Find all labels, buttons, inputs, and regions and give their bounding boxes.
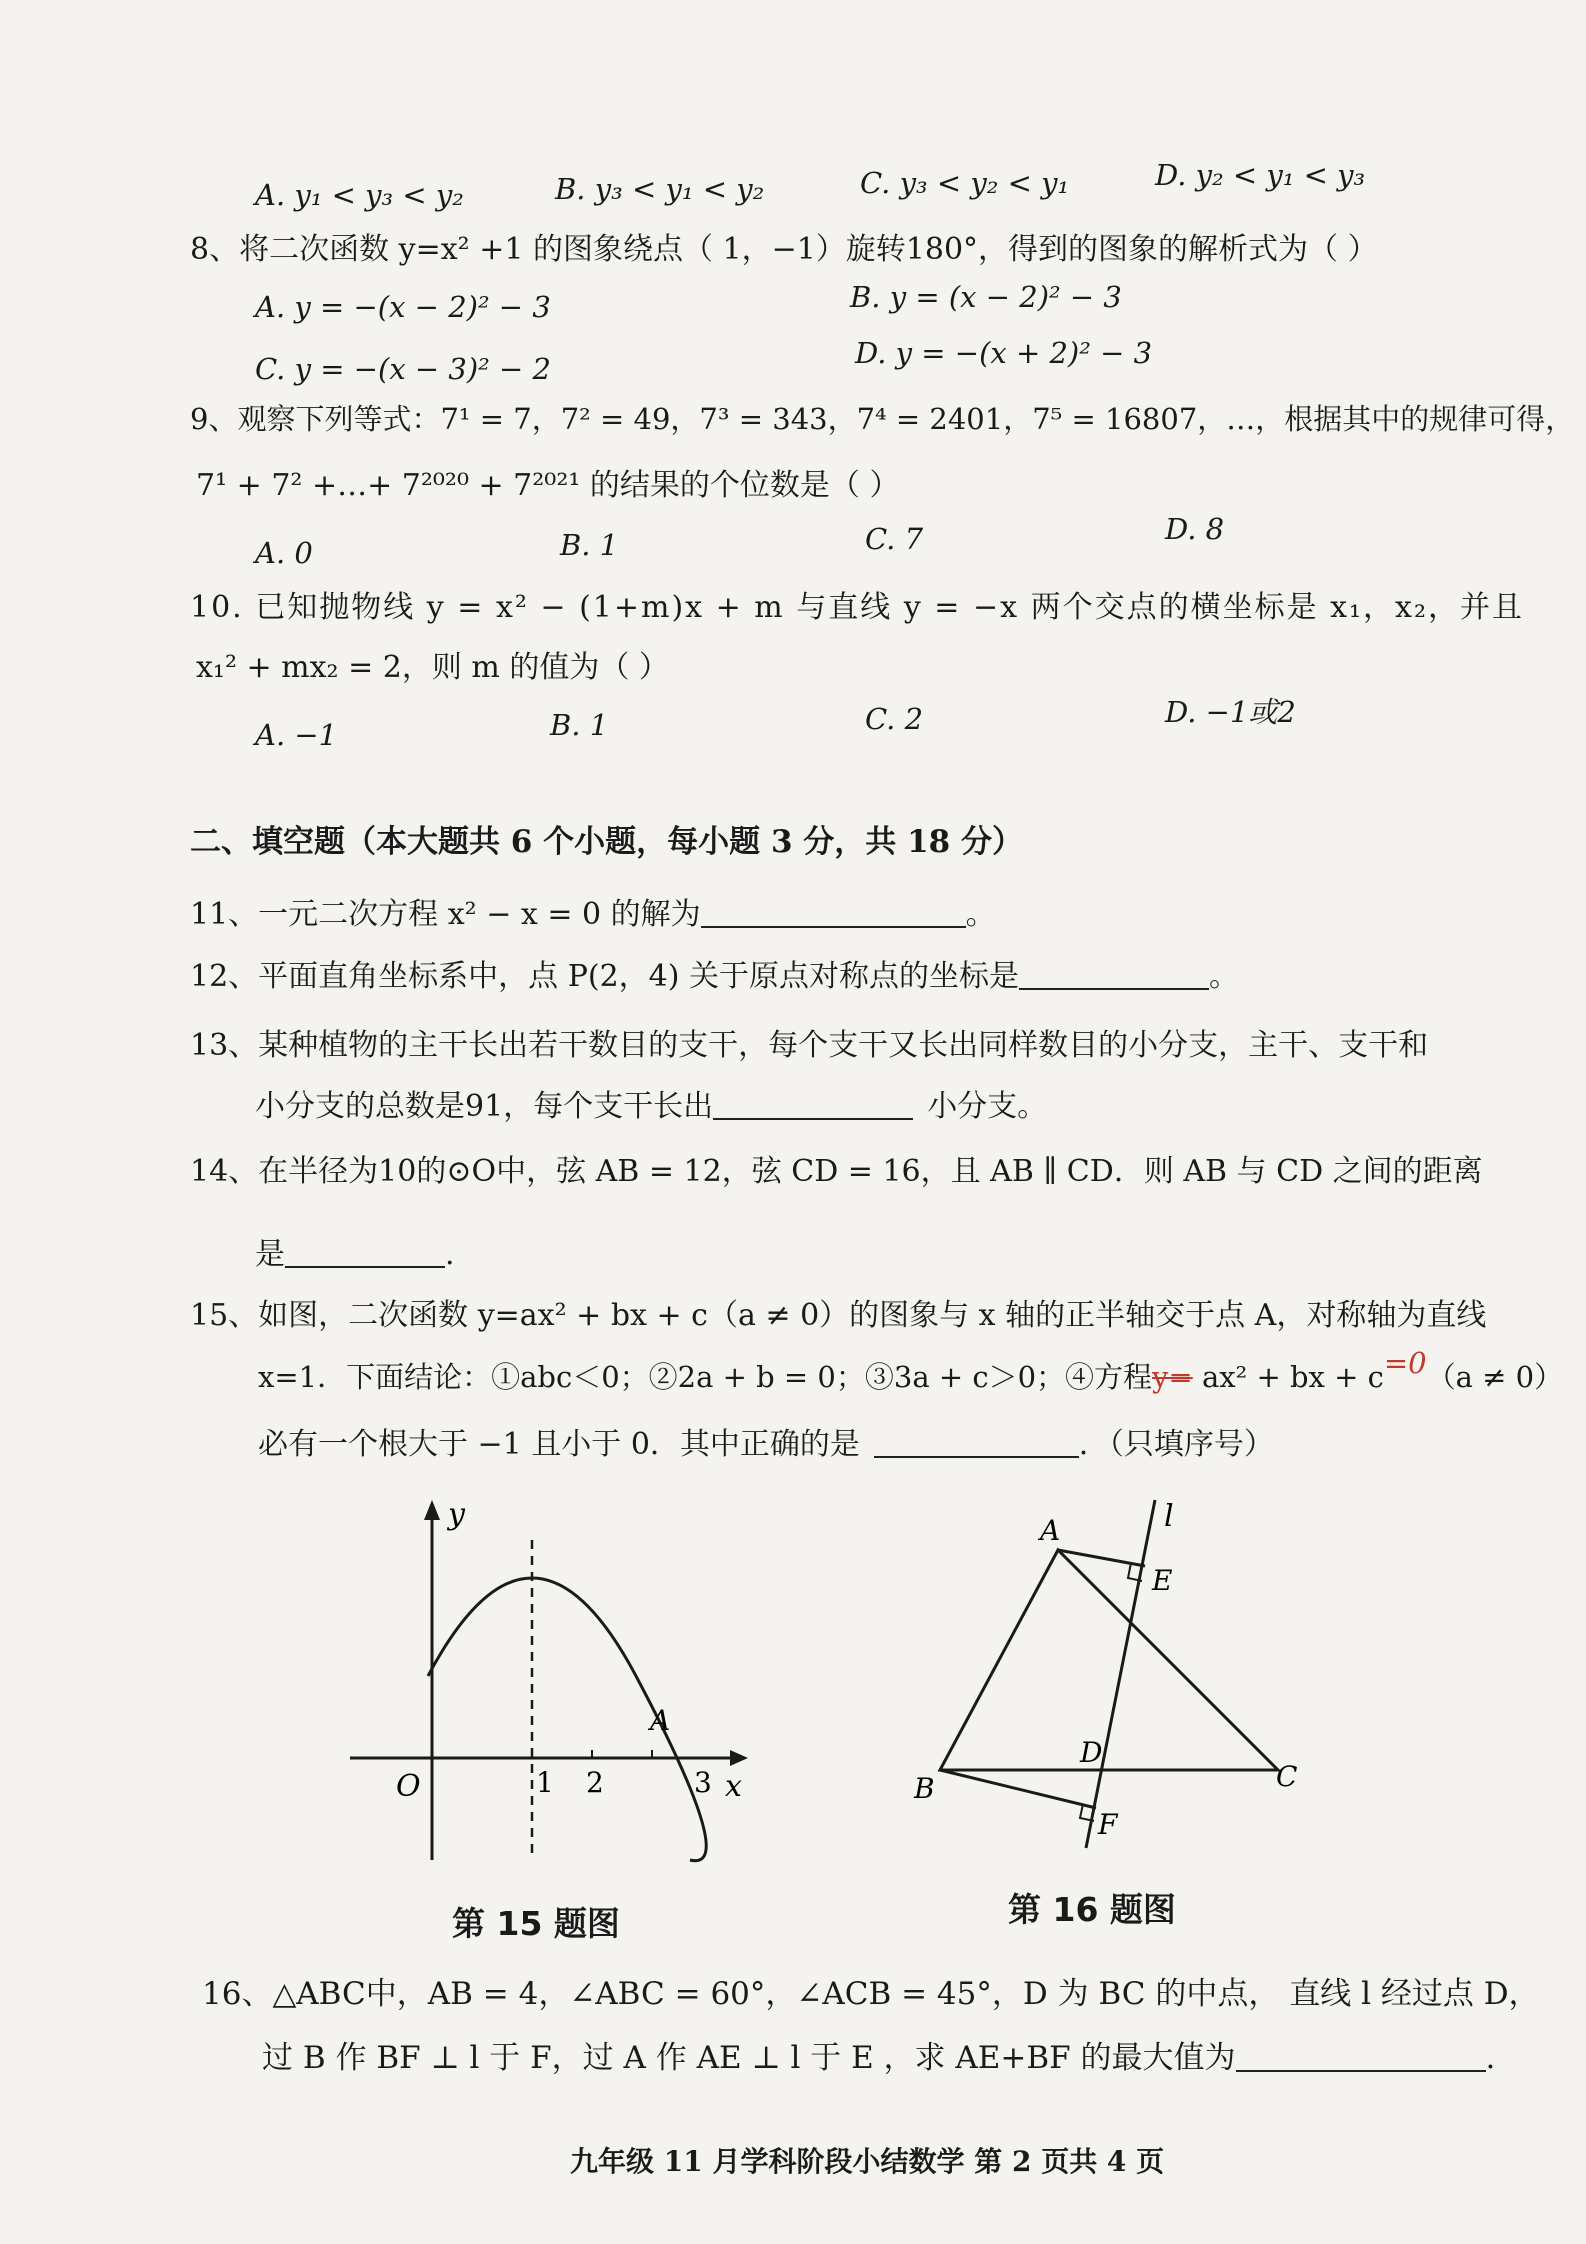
q10-option-c: C. 2 (865, 702, 924, 736)
q15-conclusions: x=1．下面结论：①abc＜0；②2a + b = 0；③3a + c＞0；④方程 (258, 1360, 1153, 1394)
q10-stem-line1: 10. 已知抛物线 y = x² − (1+m)x + m 与直线 y = −x 两个交点的横坐标是 x₁，x₂，并且 (190, 590, 1524, 625)
tick-label-3: 3 (694, 1766, 712, 1799)
q16-line1: 16、△ABC中，AB = 4，∠ABC = 60°，∠ACB = 45°，D 为 BC 的中点， 直线 l 经过点 D， (202, 1976, 1540, 2012)
q9-option-a: A. 0 (255, 536, 313, 570)
label-a: A (1040, 1514, 1061, 1547)
q16-answer-blank[interactable] (1236, 2040, 1486, 2072)
q14-text: 是 (255, 1237, 285, 1272)
q7-option-c: C. y₃ < y₂ < y₁ (860, 166, 1070, 200)
q13-line1: 13、某种植物的主干长出若干数目的支干，每个支干又长出同样数目的小分支，主干、支干和 (190, 1028, 1429, 1063)
q12-text: 12、平面直角坐标系中，点 P(2，4) 关于原点对称点的坐标是 (190, 959, 1020, 994)
label-l: l (1164, 1499, 1174, 1534)
q15-end: ．（只填序号） (1078, 1427, 1274, 1462)
label-f: F (1098, 1808, 1118, 1841)
section-2-title: 二、填空题（本大题共 6 个小题，每小题 3 分，共 18 分） (190, 824, 1024, 860)
label-e: E (1152, 1564, 1173, 1597)
q9-option-c: C. 7 (865, 522, 924, 556)
q8-option-b: B. y = (x − 2)² − 3 (850, 280, 1122, 314)
q10-option-a: A. −1 (255, 718, 338, 752)
q14-line1: 14、在半径为10的⊙O中，弦 AB = 12，弦 CD = 16，且 AB ∥ CD．则 AB 与 CD 之间的距离 (190, 1154, 1483, 1189)
q15-condition: （a ≠ 0） (1426, 1360, 1564, 1394)
q10-option-d: D. −1或2 (1165, 695, 1296, 729)
figure-15-parabola (330, 1490, 770, 1870)
q12 (190, 958, 1239, 995)
q11-end: 。 (965, 897, 996, 932)
q7-option-d: D. y₂ < y₁ < y₃ (1155, 158, 1366, 192)
q16-text: 过 B 作 BF ⊥ l 于 F，过 A 作 AE ⊥ l 于 E ，求 AE+BF 的最大值为 (262, 2040, 1236, 2076)
q10-option-b: B. 1 (550, 708, 609, 742)
y-axis-arrow (424, 1500, 440, 1520)
q15-text: 必有一个根大于 −1 且小于 0．其中正确的是 (258, 1427, 860, 1462)
q11-answer-blank[interactable] (701, 896, 966, 928)
q11-text: 11、一元二次方程 x² − x = 0 的解为 (190, 897, 701, 932)
q14-line2 (255, 1236, 455, 1273)
q13-text: 小分支的总数是91，每个支干长出 (255, 1089, 714, 1124)
q15-equation: ax² + bx + c (1192, 1360, 1384, 1394)
q9-option-d: D. 8 (1165, 512, 1225, 546)
x-axis-arrow (730, 1750, 748, 1766)
q12-end: 。 (1209, 959, 1240, 994)
q11 (190, 896, 996, 933)
tick-label-1: 1 (536, 1766, 554, 1799)
figure-16-triangle (900, 1490, 1320, 1860)
q15-handwritten-mark: =0 (1383, 1346, 1427, 1380)
label-origin: O (396, 1769, 421, 1804)
q12-answer-blank[interactable] (1019, 958, 1209, 990)
q15-handwritten-strike: y= (1152, 1360, 1193, 1394)
q15-line2 (258, 1346, 1564, 1395)
q15-line3 (258, 1426, 1274, 1463)
q13-answer-blank[interactable] (713, 1088, 913, 1120)
figure-16-caption: 第 16 题图 (1008, 1890, 1176, 1929)
q8-option-d: D. y = −(x + 2)² − 3 (855, 336, 1153, 370)
q15-answer-blank[interactable] (874, 1426, 1079, 1458)
segment-bf (940, 1770, 1096, 1808)
label-c: C (1276, 1760, 1298, 1793)
line-l (1086, 1500, 1155, 1848)
q8-option-a: A. y = −(x − 2)² − 3 (255, 290, 551, 324)
q7-option-a: A. y₁ < y₃ < y₂ (255, 178, 464, 212)
q8-option-c: C. y = −(x − 3)² − 2 (255, 352, 551, 386)
figure-15-caption: 第 15 题图 (452, 1904, 620, 1943)
q10-stem-line2: x₁² + mx₂ = 2，则 m 的值为（ ） (196, 650, 669, 685)
q7-option-b: B. y₃ < y₁ < y₂ (555, 172, 765, 206)
label-b: B (914, 1772, 935, 1805)
q16-line2 (262, 2040, 1495, 2077)
q16-end: . (1485, 2040, 1496, 2076)
page-footer: 九年级 11 月学科阶段小结数学 第 2 页共 4 页 (570, 2145, 1165, 2178)
label-x: x (725, 1769, 742, 1804)
q14-answer-blank[interactable] (285, 1236, 445, 1268)
q8-stem: 8、将二次函数 y=x² +1 的图象绕点（ 1，−1）旋转180°，得到的图象的解析式为（ ） (190, 232, 1378, 267)
q13-line2 (255, 1088, 1047, 1125)
tick-label-2: 2 (586, 1766, 604, 1799)
label-point-a: A (650, 1704, 671, 1737)
q9-stem-line2: 7¹ + 7² +…+ 7²⁰²⁰ + 7²⁰²¹ 的结果的个位数是（ ） (196, 468, 900, 503)
q13-end: 小分支。 (927, 1089, 1048, 1124)
label-y: y (448, 1497, 465, 1532)
q15-line1: 15、如图，二次函数 y=ax² + bx + c（a ≠ 0）的图象与 x 轴的正半轴交于点 A，对称轴为直线 (190, 1298, 1487, 1333)
label-d: D (1080, 1736, 1103, 1769)
q9-option-b: B. 1 (560, 528, 619, 562)
q14-end: . (445, 1237, 455, 1272)
q9-stem-line1: 9、观察下列等式：7¹ = 7，7² = 49，7³ = 343，7⁴ = 2401，7⁵ = 16807，…，根据其中的规律可得， (190, 402, 1575, 436)
